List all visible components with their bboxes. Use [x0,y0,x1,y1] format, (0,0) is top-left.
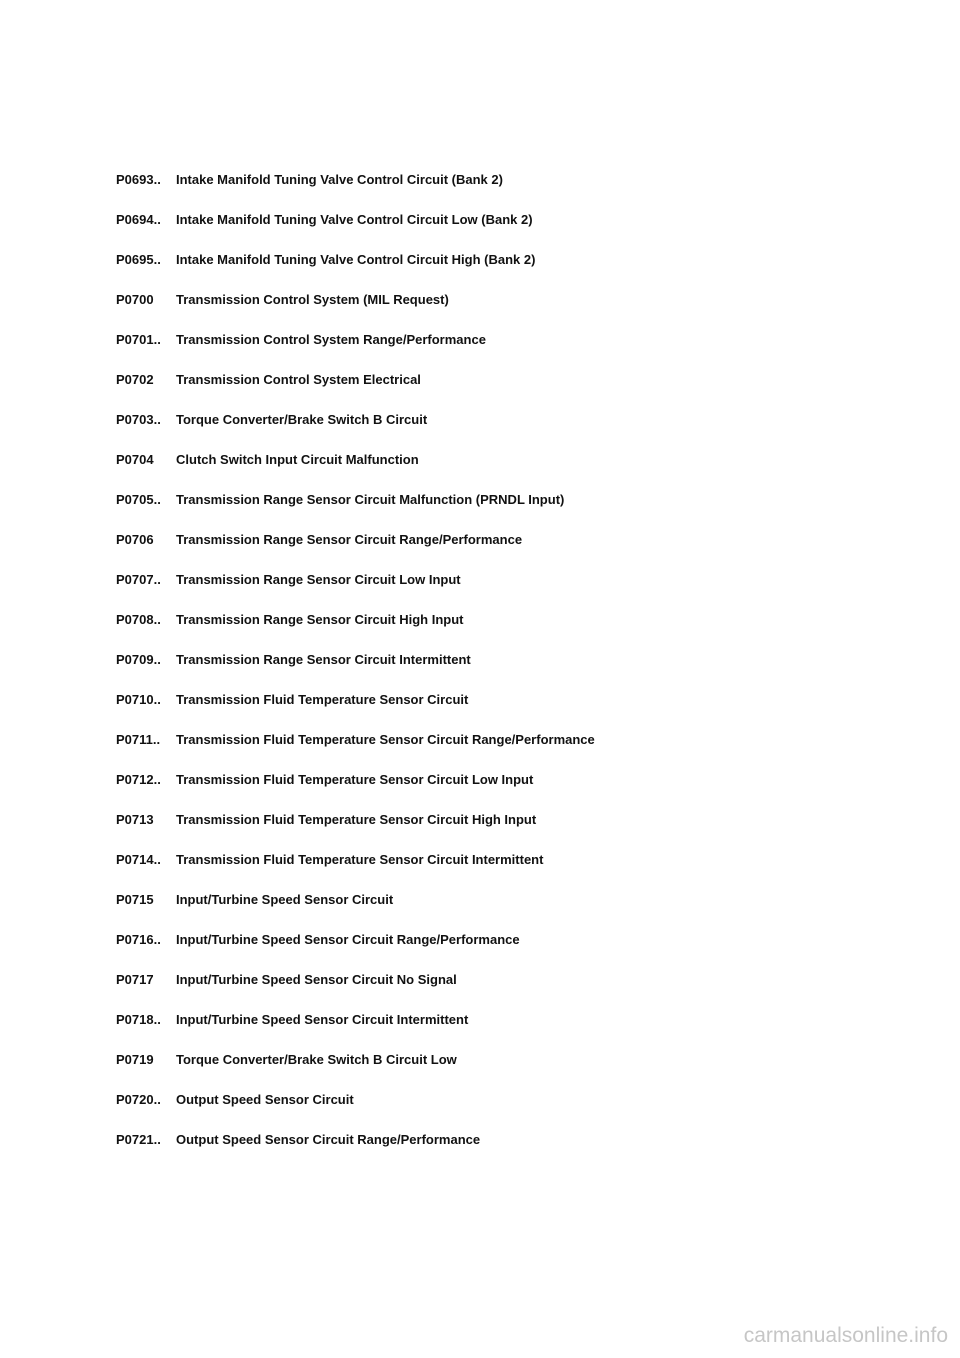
dtc-row [116,1131,876,1171]
dtc-description: Transmission Fluid Temperature Sensor Circuit Low Input [176,772,534,787]
dtc-description: Clutch Switch Input Circuit Malfunction [176,452,419,467]
dtc-description: Input/Turbine Speed Sensor Circuit Range/Performance [176,932,520,947]
dtc-code: P0718.. [116,1012,161,1027]
dtc-code: P0695.. [116,252,161,267]
dtc-row [116,331,876,371]
dtc-description: Transmission Control System Range/Performance [176,332,486,347]
dtc-description: Output Speed Sensor Circuit [176,1092,354,1107]
dtc-code: P0713 [116,812,154,827]
dtc-code: P0719 [116,1052,154,1067]
dtc-code: P0703.. [116,412,161,427]
dtc-description: Transmission Fluid Temperature Sensor Circuit [176,692,469,707]
dtc-row [116,291,876,331]
dtc-code: P0714.. [116,852,161,867]
dtc-code: P0700 [116,292,154,307]
dtc-row [116,411,876,451]
dtc-code: P0693.. [116,172,161,187]
dtc-row [116,851,876,891]
dtc-code: P0702 [116,372,154,387]
dtc-description: Transmission Range Sensor Circuit Range/Performance [176,532,523,547]
dtc-code: P0694.. [116,212,161,227]
dtc-description: Transmission Fluid Temperature Sensor Circuit Range/Performance [176,732,595,747]
dtc-description: Transmission Range Sensor Circuit Low Input [176,572,461,587]
dtc-code: P0716.. [116,932,161,947]
dtc-row [116,531,876,571]
dtc-row [116,1011,876,1051]
dtc-code-list [116,171,876,1171]
dtc-description: Transmission Control System (MIL Request) [176,292,449,307]
dtc-row [116,571,876,611]
dtc-row [116,771,876,811]
dtc-row [116,371,876,411]
dtc-row [116,931,876,971]
dtc-code: P0710.. [116,692,161,707]
dtc-description: Torque Converter/Brake Switch B Circuit Low [176,1052,457,1067]
dtc-description: Intake Manifold Tuning Valve Control Circuit High (Bank 2) [176,252,536,267]
dtc-description: Transmission Fluid Temperature Sensor Circuit Intermittent [176,852,544,867]
dtc-row [116,731,876,771]
dtc-description: Input/Turbine Speed Sensor Circuit No Signal [176,972,457,987]
dtc-row [116,651,876,691]
dtc-row [116,251,876,291]
dtc-description: Input/Turbine Speed Sensor Circuit Intermittent [176,1012,469,1027]
dtc-description: Transmission Control System Electrical [176,372,421,387]
dtc-row [116,491,876,531]
dtc-row [116,211,876,251]
dtc-description: Input/Turbine Speed Sensor Circuit [176,892,394,907]
dtc-code: P0717 [116,972,154,987]
dtc-description: Intake Manifold Tuning Valve Control Circuit (Bank 2) [176,172,503,187]
dtc-description: Transmission Range Sensor Circuit High Input [176,612,464,627]
dtc-row [116,171,876,211]
dtc-code: P0711.. [116,732,161,747]
dtc-code: P0715 [116,892,154,907]
dtc-code: P0709.. [116,652,161,667]
dtc-row [116,1051,876,1091]
dtc-row [116,691,876,731]
dtc-description: Output Speed Sensor Circuit Range/Performance [176,1132,481,1147]
dtc-code: P0712.. [116,772,161,787]
dtc-description: Transmission Fluid Temperature Sensor Circuit High Input [176,812,537,827]
dtc-description: Intake Manifold Tuning Valve Control Circuit Low (Bank 2) [176,212,533,227]
dtc-description: Torque Converter/Brake Switch B Circuit [176,412,428,427]
dtc-row [116,891,876,931]
dtc-code: P0705.. [116,492,161,507]
dtc-row [116,611,876,651]
dtc-code: P0720.. [116,1092,161,1107]
dtc-code: P0721.. [116,1132,161,1147]
dtc-row [116,1091,876,1131]
dtc-description: Transmission Range Sensor Circuit Intermittent [176,652,471,667]
dtc-code: P0706 [116,532,154,547]
dtc-code: P0707.. [116,572,161,587]
dtc-row [116,971,876,1011]
dtc-code: P0704 [116,452,154,467]
dtc-row [116,451,876,491]
dtc-description: Transmission Range Sensor Circuit Malfunction (PRNDL Input) [176,492,565,507]
dtc-row [116,811,876,851]
dtc-code: P0701.. [116,332,161,347]
watermark: carmanualsonline.info [743,1324,948,1347]
dtc-code: P0708.. [116,612,161,627]
